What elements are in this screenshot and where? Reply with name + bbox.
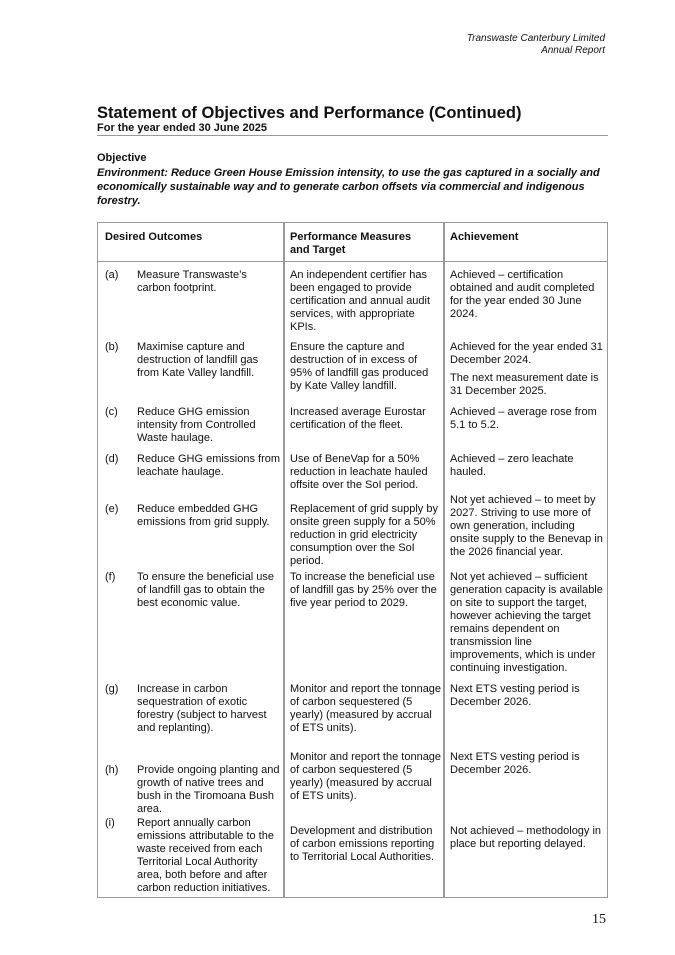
achievement-text: Achieved – average rose from 5.1 to 5.2. xyxy=(450,406,597,431)
desired-outcome: Report annually carbon emissions attributable to the waste received from each Territorial Local Authority area, both before and after carbon reduction initiatives. xyxy=(137,817,274,894)
achievement-text: Not achieved – methodology in place but reporting delayed. xyxy=(450,825,602,850)
header-desired-outcomes: Desired Outcomes xyxy=(105,231,203,243)
achievement-cell xyxy=(450,683,606,714)
achievement-text: Next ETS vesting period is December 2026. xyxy=(450,683,580,708)
row-label: (b) xyxy=(105,341,119,353)
achievement-text: Next ETS vesting period is December 2026. xyxy=(450,751,580,776)
running-header xyxy=(467,33,605,57)
desired-outcome: Reduce embedded GHG emissions from grid supply. xyxy=(137,503,270,528)
performance-measure: An independent certifier has been engaged to provide certification and annual audit services, with appropriate KPIs. xyxy=(290,269,431,333)
header-achievement: Achievement xyxy=(450,231,519,243)
row-label: (g) xyxy=(105,683,119,695)
achievement-text: The next measurement date is 31 December 2025. xyxy=(450,372,599,397)
page-number: 15 xyxy=(592,912,606,927)
performance-measure: Replacement of grid supply by onsite green supply for a 50% reduction in grid electricity consumption over the SoI period. xyxy=(290,503,438,567)
achievement-cell xyxy=(450,751,606,782)
achievement-cell xyxy=(450,825,606,856)
performance-measure: Monitor and report the tonnage of carbon sequestered (5 yearly) (measured by accrual of ETS units). xyxy=(290,683,442,734)
achievement-cell xyxy=(450,269,606,326)
column-divider xyxy=(283,223,285,897)
desired-outcome: To ensure the beneficial use of landfill gas to obtain the best economic value. xyxy=(137,571,274,609)
company-name: Transwaste Canterbury Limited xyxy=(466,33,605,44)
row-label: (a) xyxy=(105,269,119,281)
achievement-text: Achieved – zero leachate hauled. xyxy=(450,453,574,478)
achievement-cell xyxy=(450,494,606,564)
achievement-cell xyxy=(450,341,606,403)
page-title: Statement of Objectives and Performance (Continued) xyxy=(97,104,522,122)
achievement-cell xyxy=(450,406,606,437)
performance-measure: Monitor and report the tonnage of carbon sequestered (5 yearly) (measured by accrual of ETS units). xyxy=(290,751,442,802)
desired-outcome: Measure Transwaste’s carbon footprint. xyxy=(137,269,247,294)
row-label: (i) xyxy=(105,817,115,829)
row-label: (e) xyxy=(105,503,119,515)
performance-measure: Development and distribution of carbon emissions reporting to Territorial Local Authorities. xyxy=(290,825,435,863)
achievement-text: Not yet achieved – to meet by 2027. Striving to use more of own generation, including onsite supply to the Benevap in the 2026 financial year. xyxy=(450,494,603,558)
objective-label: Objective xyxy=(97,152,147,164)
title-divider xyxy=(97,135,608,136)
performance-measure: Use of BeneVap for a 50% reduction in leachate hauled offsite over the SoI period. xyxy=(290,453,428,491)
achievement-cell xyxy=(450,453,606,484)
desired-outcome: Reduce GHG emission intensity from Controlled Waste haulage. xyxy=(137,406,256,444)
table-header-row xyxy=(98,223,607,262)
column-divider xyxy=(443,223,445,897)
row-label: (f) xyxy=(105,571,116,583)
objective-text: Environment: Reduce Green House Emission intensity, to use the gas captured in a socially and economically sustainable way and to generate carbon offsets via commercial and indigenous forestry. xyxy=(97,167,600,207)
objectives-table xyxy=(97,222,608,898)
row-label: (d) xyxy=(105,453,119,465)
achievement-text: Achieved for the year ended 31 December 2024. xyxy=(450,341,603,366)
header-performance-measures: Performance Measures and Target xyxy=(290,231,412,256)
performance-measure: To increase the beneficial use of landfill gas by 25% over the five year period to 2029. xyxy=(290,571,437,609)
desired-outcome: Reduce GHG emissions from leachate haulage. xyxy=(137,453,281,478)
achievement-text: Not yet achieved – sufficient generation capacity is available on site to support the target, however achieving the target remains dependent on transmission line improvements, which is under continuing investigation. xyxy=(450,571,603,674)
desired-outcome: Maximise capture and destruction of landfill gas from Kate Valley landfill. xyxy=(137,341,259,379)
performance-measure: Ensure the capture and destruction of in excess of 95% of landfill gas produced by Kate Valley landfill. xyxy=(290,341,429,392)
page-subtitle: For the year ended 30 June 2025 xyxy=(97,122,267,134)
row-label: (h) xyxy=(105,764,119,776)
achievement-cell xyxy=(450,571,606,680)
performance-measure: Increased average Eurostar certification of the fleet. xyxy=(290,406,426,431)
achievement-text: Achieved – certification obtained and audit completed for the year ended 30 June 2024. xyxy=(450,269,595,320)
row-label: (c) xyxy=(105,406,118,418)
desired-outcome: Provide ongoing planting and growth of native trees and bush in the Tiromoana Bush area. xyxy=(137,764,280,815)
report-name: Annual Report xyxy=(541,45,605,56)
desired-outcome: Increase in carbon sequestration of exotic forestry (subject to harvest and replanting). xyxy=(137,683,267,734)
